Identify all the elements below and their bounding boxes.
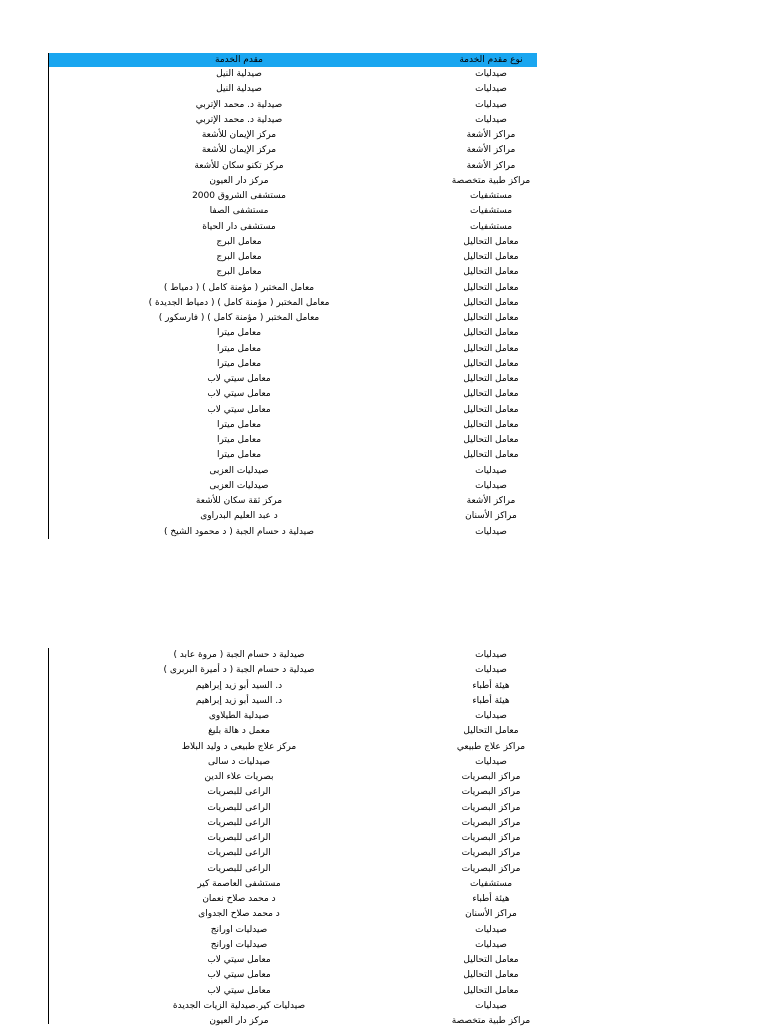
provider-column-header: مقدم الخدمة bbox=[215, 55, 263, 65]
table-row bbox=[49, 464, 537, 479]
provider-name: معامل ميترا bbox=[216, 343, 262, 354]
table-row bbox=[49, 143, 537, 158]
provider-name: الراعى للبصريات bbox=[207, 802, 271, 813]
provider-name: معامل سيتي لاب bbox=[207, 970, 271, 981]
provider-name: معامل ميترا bbox=[216, 358, 262, 369]
provider-type: صيدليات bbox=[475, 1000, 507, 1011]
provider-name: مستشفى العاصمة كير bbox=[197, 878, 281, 889]
provider-type: مراكز الأشعة bbox=[466, 130, 516, 140]
provider-type: معامل التحاليل bbox=[463, 419, 519, 430]
table-body-bottom bbox=[49, 648, 537, 1029]
provider-name: صيدليات كير.صيدلية الزيات الجديدة bbox=[172, 1000, 306, 1011]
provider-name: معامل المختبر ( مؤمنة كامل ) ( دمياط الجديدة ) bbox=[148, 297, 330, 308]
provider-type: صيدليات bbox=[475, 99, 507, 110]
provider-name: الراعى للبصريات bbox=[207, 848, 271, 859]
table-row bbox=[49, 311, 537, 326]
provider-type: مراكز البصريات bbox=[461, 802, 521, 813]
provider-type: هيئة أطباء bbox=[472, 894, 510, 904]
provider-type: صيدليات bbox=[475, 114, 507, 125]
table-row bbox=[49, 999, 537, 1014]
table-row bbox=[49, 174, 537, 189]
table-row bbox=[49, 265, 537, 280]
provider-name: الراعى للبصريات bbox=[207, 787, 271, 798]
provider-name: معمل د هالة بليغ bbox=[208, 726, 270, 737]
table-row bbox=[49, 326, 537, 341]
table-row bbox=[49, 479, 537, 494]
table-row bbox=[49, 755, 537, 770]
table-row bbox=[49, 357, 537, 372]
provider-name: د محمد صلاح نعمان bbox=[202, 894, 276, 904]
provider-type: مراكز البصريات bbox=[461, 817, 521, 828]
provider-name: صيدلية النيل bbox=[216, 69, 262, 79]
provider-name: بصريات علاء الدين bbox=[204, 772, 274, 782]
provider-name: معامل سيتي لاب bbox=[207, 374, 271, 384]
table-row bbox=[49, 433, 537, 448]
table-row bbox=[49, 98, 537, 113]
table-row bbox=[49, 448, 537, 463]
provider-type: صيدليات bbox=[475, 84, 507, 95]
provider-name: معامل ميترا bbox=[216, 435, 262, 445]
table-row bbox=[49, 113, 537, 128]
table-row bbox=[49, 877, 537, 892]
table-header bbox=[49, 53, 537, 67]
provider-name: مركز دار العيون bbox=[209, 1016, 269, 1026]
provider-name: معامل سيتي لاب bbox=[207, 404, 271, 415]
table-row bbox=[49, 281, 537, 296]
provider-name: معامل البرج bbox=[216, 252, 262, 262]
table-row bbox=[49, 984, 537, 999]
provider-type: هيئة أطباء bbox=[472, 680, 510, 691]
table-row bbox=[49, 372, 537, 387]
provider-type: صيدليات bbox=[475, 650, 507, 660]
table-row bbox=[49, 907, 537, 922]
table-row bbox=[49, 770, 537, 785]
provider-name: مستشفى الشروق 2000 bbox=[192, 191, 286, 201]
table-row bbox=[49, 923, 537, 938]
provider-type: معامل التحاليل bbox=[463, 328, 519, 339]
provider-type: مراكز طبية متخصصة bbox=[451, 175, 531, 186]
provider-type: معامل التحاليل bbox=[463, 313, 519, 323]
table-row bbox=[49, 128, 537, 143]
table-row bbox=[49, 968, 537, 983]
provider-type: معامل التحاليل bbox=[463, 267, 519, 278]
provider-name: معامل سيتي لاب bbox=[207, 389, 271, 400]
table-row bbox=[49, 740, 537, 755]
provider-name: د. السيد أبو زيد إبراهيم bbox=[195, 680, 283, 691]
provider-name: د محمد صلاح الجدواى bbox=[198, 909, 280, 920]
provider-name: معامل ميترا bbox=[216, 450, 262, 461]
provider-type: مراكز البصريات bbox=[461, 833, 521, 843]
provider-name: صيدليات العزبى bbox=[209, 480, 269, 491]
table-row bbox=[49, 296, 537, 311]
provider-name: مستشفى دار الحياة bbox=[202, 221, 276, 232]
table-row bbox=[49, 679, 537, 694]
table-row bbox=[49, 709, 537, 724]
table-row bbox=[49, 82, 537, 97]
provider-name: معامل المختبر ( مؤمنة كامل ) ( دمياط ) bbox=[163, 282, 315, 293]
provider-name: د. السيد أبو زيد إبراهيم bbox=[195, 695, 283, 706]
provider-type: معامل التحاليل bbox=[463, 985, 519, 996]
provider-type: معامل التحاليل bbox=[463, 389, 519, 400]
provider-type: مراكز البصريات bbox=[461, 863, 521, 874]
table-row bbox=[49, 189, 537, 204]
provider-name: صيدلية د حسام الجبة ( مروة عابد ) bbox=[173, 650, 305, 660]
table-row bbox=[49, 846, 537, 861]
table-row bbox=[49, 801, 537, 816]
table-row bbox=[49, 831, 537, 846]
provider-type: معامل التحاليل bbox=[463, 282, 519, 293]
type-column-header: نوع مقدم الخدمة bbox=[459, 55, 523, 65]
provider-type: معامل التحاليل bbox=[463, 343, 519, 354]
provider-type: مراكز الأسنان bbox=[465, 511, 517, 522]
table-row bbox=[49, 525, 537, 540]
provider-name: معامل البرج bbox=[216, 236, 262, 247]
provider-name: الراعى للبصريات bbox=[207, 817, 271, 828]
table-row bbox=[49, 387, 537, 402]
provider-name: مركز تكنو سكان للأشعة bbox=[194, 160, 284, 171]
table-row bbox=[49, 785, 537, 800]
table-row bbox=[49, 862, 537, 877]
table-row bbox=[49, 648, 537, 663]
provider-type: معامل التحاليل bbox=[463, 970, 519, 981]
provider-name: مركز الإيمان للأشعة bbox=[201, 145, 277, 156]
provider-type: صيدليات bbox=[475, 711, 507, 721]
provider-name: معامل سيتي لاب bbox=[207, 955, 271, 965]
provider-type: صيدليات bbox=[475, 665, 507, 676]
table-row bbox=[49, 509, 537, 524]
table-row bbox=[49, 250, 537, 265]
provider-type: مستشفيات bbox=[469, 191, 513, 201]
provider-name: مركز علاج طبيعى د وليد البلاط bbox=[181, 741, 297, 752]
provider-name: الراعى للبصريات bbox=[207, 863, 271, 874]
table-row bbox=[49, 418, 537, 433]
provider-name: صيدلية د. محمد الإتربي bbox=[195, 99, 283, 110]
provider-name: صيدليات د سالى bbox=[207, 756, 271, 767]
provider-name: معامل سيتي لاب bbox=[207, 985, 271, 996]
provider-type: صيدليات bbox=[475, 924, 507, 935]
provider-name: مركز ثقة سكان للأشعة bbox=[195, 496, 283, 506]
table-row bbox=[49, 403, 537, 418]
table-row bbox=[49, 342, 537, 357]
provider-name: صيدلية د حسام الجبة ( د محمود الشيخ ) bbox=[163, 526, 315, 537]
provider-type: معامل التحاليل bbox=[463, 236, 519, 247]
provider-name: معامل البرج bbox=[216, 267, 262, 278]
table-row bbox=[49, 235, 537, 250]
provider-name: صيدليات العزبى bbox=[209, 465, 269, 476]
provider-type: هيئة أطباء bbox=[472, 695, 510, 706]
table-row bbox=[49, 938, 537, 953]
table-row bbox=[49, 892, 537, 907]
provider-table-top bbox=[48, 53, 537, 539]
provider-type: صيدليات bbox=[475, 465, 507, 476]
provider-type: صيدليات bbox=[475, 69, 507, 79]
provider-name: معامل المختبر ( مؤمنة كامل ) ( فارسكور ) bbox=[158, 313, 320, 323]
table-row bbox=[49, 204, 537, 219]
provider-type: مراكز علاج طبيعي bbox=[456, 741, 526, 752]
table-row bbox=[49, 159, 537, 174]
provider-name: صيدليات اورانج bbox=[210, 939, 268, 950]
provider-type: صيدليات bbox=[475, 480, 507, 491]
provider-type: مراكز الأسنان bbox=[465, 909, 517, 920]
provider-type: معامل التحاليل bbox=[463, 435, 519, 445]
provider-type: معامل التحاليل bbox=[463, 404, 519, 415]
table-row bbox=[49, 663, 537, 678]
provider-type: صيدليات bbox=[475, 939, 507, 950]
provider-type: معامل التحاليل bbox=[463, 252, 519, 262]
provider-name: معامل ميترا bbox=[216, 419, 262, 430]
provider-type: مستشفيات bbox=[469, 206, 513, 217]
provider-type: مستشفيات bbox=[469, 878, 513, 889]
provider-name: مركز دار العيون bbox=[209, 175, 269, 186]
provider-name: صيدلية د. محمد الإتربي bbox=[195, 114, 283, 125]
provider-type: معامل التحاليل bbox=[463, 726, 519, 737]
provider-type: مراكز البصريات bbox=[461, 848, 521, 859]
provider-type: معامل التحاليل bbox=[463, 358, 519, 369]
provider-type: صيدليات bbox=[475, 756, 507, 767]
provider-type: مراكز طبية متخصصة bbox=[451, 1016, 531, 1026]
provider-type: مراكز الأشعة bbox=[466, 145, 516, 156]
provider-type: مراكز البصريات bbox=[461, 772, 521, 782]
table-row bbox=[49, 220, 537, 235]
table-row bbox=[49, 953, 537, 968]
provider-table-bottom bbox=[48, 648, 537, 1024]
provider-type: معامل التحاليل bbox=[463, 297, 519, 308]
provider-type: مراكز الأشعة bbox=[466, 160, 516, 171]
provider-type: صيدليات bbox=[475, 526, 507, 537]
provider-name: صيدلية د حسام الجبة ( د أميرة البربرى ) bbox=[163, 665, 315, 676]
table-row bbox=[49, 67, 537, 82]
provider-name: معامل ميترا bbox=[216, 328, 262, 339]
provider-type: مراكز الأشعة bbox=[466, 496, 516, 506]
table-row bbox=[49, 724, 537, 739]
provider-type: معامل التحاليل bbox=[463, 374, 519, 384]
provider-name: صيدلية النيل bbox=[216, 84, 262, 95]
provider-name: صيدليات اورانج bbox=[210, 924, 268, 935]
provider-type: معامل التحاليل bbox=[463, 450, 519, 461]
provider-name: مركز الإيمان للأشعة bbox=[201, 130, 277, 140]
provider-name: د عبد العليم البدراوى bbox=[200, 511, 278, 522]
provider-type: مراكز البصريات bbox=[461, 787, 521, 798]
table-row bbox=[49, 1014, 537, 1029]
table-row bbox=[49, 494, 537, 509]
table-row bbox=[49, 694, 537, 709]
provider-name: مستشفى الصفا bbox=[209, 206, 269, 217]
provider-type: معامل التحاليل bbox=[463, 955, 519, 965]
provider-name: الراعى للبصريات bbox=[207, 833, 271, 843]
provider-type: مستشفيات bbox=[469, 221, 513, 232]
table-body-top bbox=[49, 67, 537, 540]
table-row bbox=[49, 816, 537, 831]
provider-name: صيدلية الطيلاوى bbox=[208, 711, 270, 721]
